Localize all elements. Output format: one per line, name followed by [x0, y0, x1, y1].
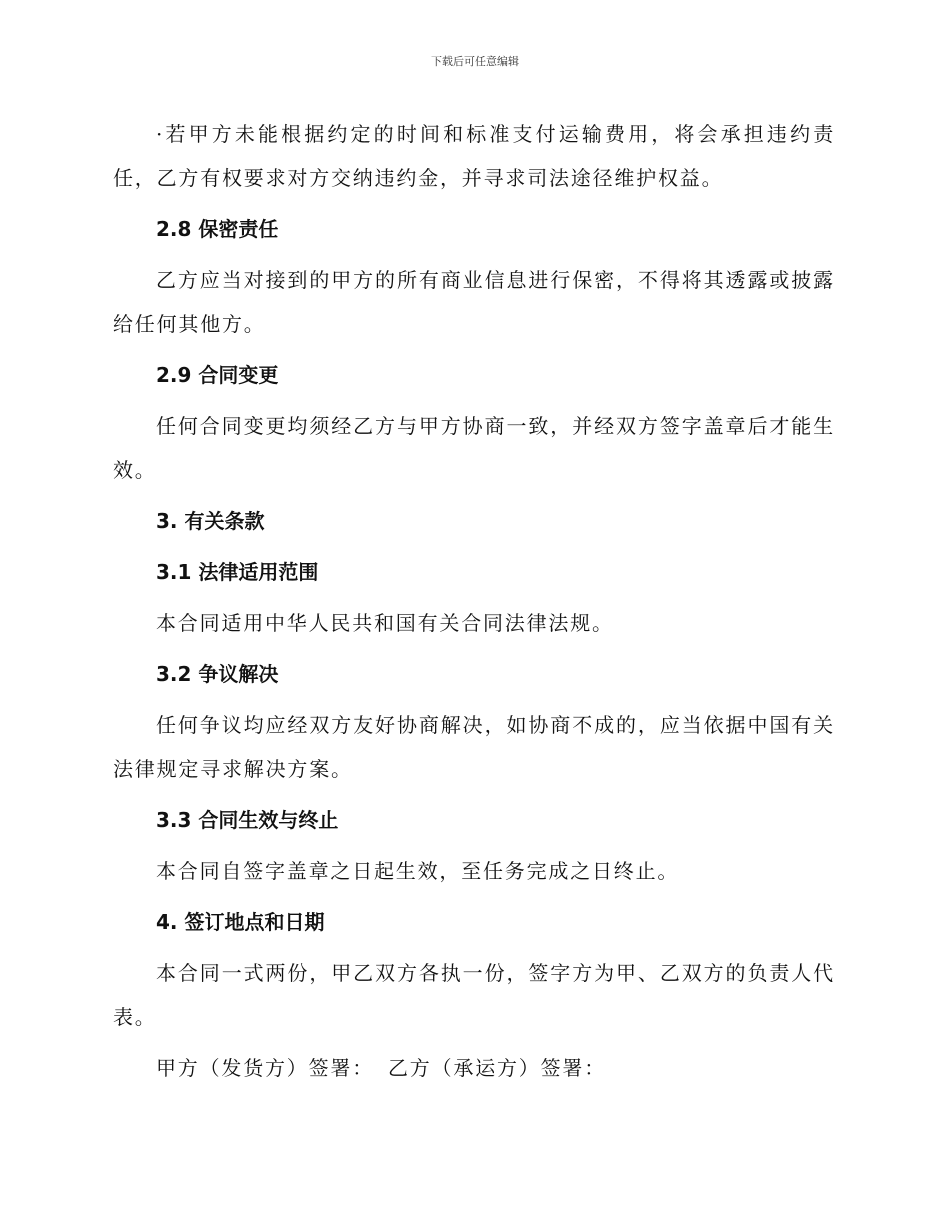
heading-3-3-effect-termination: 3.3 合同生效与终止: [156, 808, 339, 832]
heading-3-1-applicable-law: 3.1 法律适用范围: [156, 560, 319, 584]
heading-2-8-confidentiality: 2.8 保密责任: [156, 217, 279, 241]
document-body: [113, 112, 835, 1090]
paragraph-signing: 本合同一式两份，甲乙双方各执一份，签字方为甲、乙双方的负责人代表。: [113, 961, 835, 1029]
paragraph-dispute-resolution: 任何争议均应经双方友好协商解决，如协商不成的，应当依据中国有关法律规定寻求解决方案。: [113, 713, 835, 781]
heading-2-9-contract-change: 2.9 合同变更: [156, 363, 279, 387]
party-a-signature-label: 甲方（发货方）签署：: [156, 1056, 374, 1080]
signature-row: [113, 1046, 835, 1090]
paragraph-effect-termination: 本合同自签字盖章之日起生效，至任务完成之日终止。: [156, 859, 680, 883]
heading-3-2-dispute-resolution: 3.2 争议解决: [156, 662, 279, 686]
heading-3-related-terms: 3. 有关条款: [156, 509, 265, 533]
paragraph-contract-change: 任何合同变更均须经乙方与甲方协商一致，并经双方签字盖章后才能生效。: [113, 414, 835, 482]
page-header: 下载后可任意编辑: [431, 55, 519, 68]
paragraph-applicable-law: 本合同适用中华人民共和国有关合同法律法规。: [156, 611, 614, 635]
party-b-signature-label: 乙方（承运方）签署：: [388, 1056, 606, 1080]
heading-4-signing-place-date: 4. 签订地点和日期: [156, 910, 325, 934]
paragraph-breach-liability: ·若甲方未能根据约定的时间和标准支付运输费用，将会承担违约责任，乙方有权要求对方交纳违约金，并寻求司法途径维护权益。: [113, 122, 835, 190]
paragraph-confidentiality: 乙方应当对接到的甲方的所有商业信息进行保密，不得将其透露或披露给任何其他方。: [113, 268, 835, 336]
